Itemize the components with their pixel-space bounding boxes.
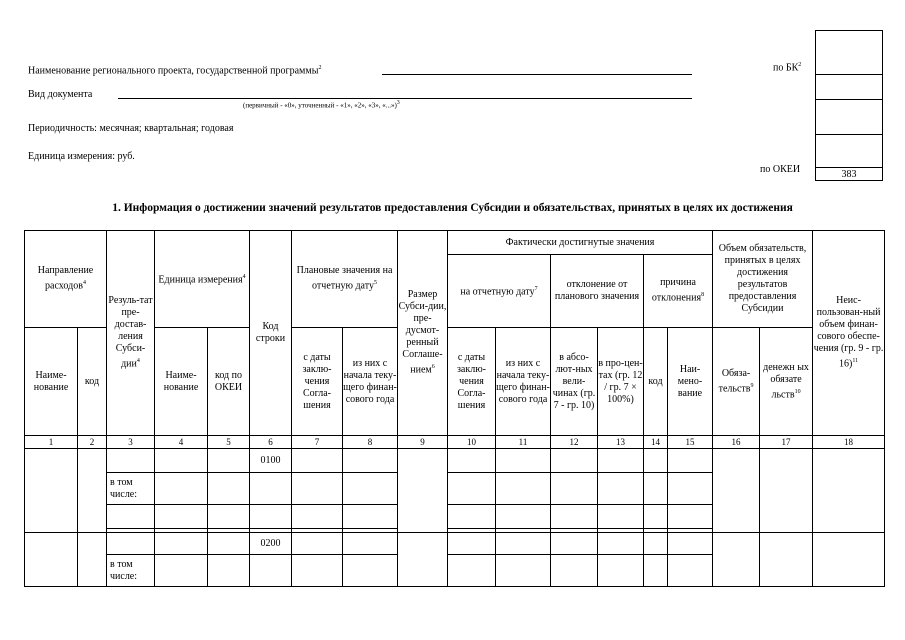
h-actual: Фактически достигнутые значения bbox=[448, 231, 713, 255]
bk-label bbox=[773, 62, 801, 73]
cell[interactable] bbox=[496, 473, 551, 505]
cell[interactable] bbox=[598, 533, 644, 555]
cell-result[interactable] bbox=[107, 533, 155, 555]
cell[interactable] bbox=[496, 505, 551, 529]
cell-unit-name[interactable] bbox=[155, 533, 208, 555]
cell[interactable] bbox=[668, 449, 713, 473]
cell-money[interactable] bbox=[760, 449, 813, 533]
col-num: 11 bbox=[496, 436, 551, 449]
col-num: 7 bbox=[292, 436, 343, 449]
sub-unit-name: Наиме-нование bbox=[155, 328, 208, 436]
cell[interactable] bbox=[343, 473, 398, 505]
cell[interactable] bbox=[496, 555, 551, 587]
h-reason-sup: 8 bbox=[701, 292, 705, 299]
table-row bbox=[25, 533, 885, 555]
sub-okei: код по ОКЕИ bbox=[208, 328, 250, 436]
cell[interactable] bbox=[668, 555, 713, 587]
col-num: 8 bbox=[343, 436, 398, 449]
col-num: 13 bbox=[598, 436, 644, 449]
h-deviation: отклонение от планового значения bbox=[551, 255, 644, 328]
cell-obl[interactable] bbox=[713, 449, 760, 533]
code-cell-period[interactable] bbox=[816, 135, 883, 168]
cell[interactable] bbox=[668, 505, 713, 529]
h-code: Код строки bbox=[250, 231, 292, 436]
sub-reason-name: Наи-мено-вание bbox=[668, 328, 713, 436]
cell-money[interactable] bbox=[760, 533, 813, 587]
h-unit bbox=[155, 231, 250, 328]
col-num: 2 bbox=[78, 436, 107, 449]
sub-obl-sup: 9 bbox=[750, 382, 754, 389]
section-title bbox=[0, 202, 905, 214]
cell[interactable] bbox=[343, 533, 398, 555]
col-num: 14 bbox=[644, 436, 668, 449]
cell[interactable] bbox=[496, 449, 551, 473]
cell[interactable] bbox=[292, 449, 343, 473]
cell[interactable] bbox=[292, 505, 343, 529]
cell[interactable] bbox=[343, 555, 398, 587]
cell[interactable] bbox=[644, 449, 668, 473]
h-plan bbox=[292, 231, 398, 328]
cell[interactable] bbox=[644, 505, 668, 529]
h-reason-text: причина отклонения bbox=[651, 277, 702, 304]
h-unused bbox=[813, 231, 885, 436]
okei-label: по ОКЕИ bbox=[760, 164, 801, 175]
doc-type-label: Вид документа bbox=[28, 89, 93, 100]
row-code-0100: 0100 bbox=[250, 449, 292, 473]
cell[interactable] bbox=[250, 505, 292, 529]
cell[interactable] bbox=[448, 473, 496, 505]
cell[interactable] bbox=[551, 533, 598, 555]
h-subsidy bbox=[398, 231, 448, 436]
sub-act-from-date: с даты заклю-чения Согла-шения bbox=[448, 328, 496, 436]
code-cell-bk[interactable] bbox=[816, 75, 883, 100]
cell[interactable] bbox=[155, 555, 208, 587]
col-num: 9 bbox=[398, 436, 448, 449]
sub-name: Наиме-нование bbox=[25, 328, 78, 436]
h-report-date-text: на отчетную дату bbox=[460, 286, 535, 298]
cell[interactable] bbox=[668, 533, 713, 555]
col-num: 5 bbox=[208, 436, 250, 449]
h-result-sup: 4 bbox=[136, 358, 140, 365]
h-subsidy-sup: 6 bbox=[431, 364, 435, 371]
cell[interactable] bbox=[551, 555, 598, 587]
sub-abs: в абсо-лют-ных вели-чинах (гр. 7 - гр. 10) bbox=[551, 328, 598, 436]
cell[interactable] bbox=[292, 555, 343, 587]
cell[interactable] bbox=[208, 505, 250, 529]
column-numbers-row bbox=[25, 436, 885, 449]
cell[interactable] bbox=[208, 555, 250, 587]
sub-obl bbox=[713, 328, 760, 436]
project-label bbox=[28, 65, 321, 76]
cell-unit-name[interactable] bbox=[155, 449, 208, 473]
unit-label: Единица измерения: руб. bbox=[28, 151, 135, 162]
col-num: 18 bbox=[813, 436, 885, 449]
col-num: 3 bbox=[107, 436, 155, 449]
sub-money-text: денежн ых обязате льств bbox=[763, 361, 809, 401]
cell-direction-name[interactable] bbox=[25, 533, 78, 587]
sub-plan-from-year: из них с начала теку-щего финан-сового года bbox=[343, 328, 398, 436]
doc-type-input-line[interactable] bbox=[118, 86, 692, 99]
h-result-text: Резуль-тат пре-достав-ления Субси-дии bbox=[108, 295, 153, 370]
h-subsidy-text: Размер Субси-дии, пре-дусмот-ренный Соглаше-нием bbox=[398, 289, 447, 376]
incl-label: в том числе: bbox=[107, 473, 155, 505]
col-num: 6 bbox=[250, 436, 292, 449]
sub-obl-text: Обяза-тельств bbox=[718, 367, 751, 395]
cell-direction-code[interactable] bbox=[78, 449, 107, 533]
cell[interactable] bbox=[448, 505, 496, 529]
okei-value: 383 bbox=[816, 168, 883, 181]
cell[interactable] bbox=[448, 533, 496, 555]
periodicity: Периодичность: месячная; квартальная; годовая bbox=[28, 123, 234, 134]
cell-obl[interactable] bbox=[713, 533, 760, 587]
cell[interactable] bbox=[292, 473, 343, 505]
cell-unused[interactable] bbox=[813, 533, 885, 587]
cell[interactable] bbox=[250, 473, 292, 505]
sub-act-from-year: из них с начала теку-щего финан-сового года bbox=[496, 328, 551, 436]
cell-direction-name[interactable] bbox=[25, 449, 78, 533]
cell[interactable] bbox=[155, 473, 208, 505]
cell[interactable] bbox=[598, 555, 644, 587]
sub-pct: в про-цен-тах (гр. 12 / гр. 7 × 100%) bbox=[598, 328, 644, 436]
results-table bbox=[24, 230, 885, 587]
cell[interactable] bbox=[496, 533, 551, 555]
code-cell-1[interactable] bbox=[816, 31, 883, 75]
cell[interactable] bbox=[343, 449, 398, 473]
h-direction bbox=[25, 231, 107, 328]
cell-unused[interactable] bbox=[813, 449, 885, 533]
project-sup: 2 bbox=[318, 65, 322, 71]
col-num: 12 bbox=[551, 436, 598, 449]
cell-okei[interactable] bbox=[208, 533, 250, 555]
cell[interactable] bbox=[250, 555, 292, 587]
cell[interactable] bbox=[598, 473, 644, 505]
project-label-text: Наименование регионального проекта, государственной программы bbox=[28, 65, 319, 77]
cell[interactable] bbox=[551, 505, 598, 529]
cell[interactable] bbox=[644, 555, 668, 587]
project-input-line[interactable] bbox=[382, 62, 692, 75]
cell[interactable] bbox=[448, 449, 496, 473]
cell[interactable] bbox=[343, 505, 398, 529]
cell[interactable] bbox=[107, 505, 155, 529]
incl-label: в том числе: bbox=[107, 555, 155, 587]
doc-type-hint bbox=[243, 100, 400, 109]
sub-code: код bbox=[78, 328, 107, 436]
h-direction-sup: 4 bbox=[82, 280, 86, 287]
cell[interactable] bbox=[155, 505, 208, 529]
sub-plan-from-date: с даты заклю-чения Согла-шения bbox=[292, 328, 343, 436]
cell[interactable] bbox=[208, 473, 250, 505]
h-unused-text: Неис-пользован-ный объем финан-сового обеспе-чения (гр. 9 - гр. 16) bbox=[813, 295, 884, 370]
col-num: 15 bbox=[668, 436, 713, 449]
sub-money-sup: 10 bbox=[794, 388, 801, 395]
doc-type-hint-sup: 3 bbox=[396, 100, 400, 106]
cell-subsidy[interactable] bbox=[398, 449, 448, 533]
bk-label-text: по БК bbox=[773, 62, 799, 74]
col-num: 17 bbox=[760, 436, 813, 449]
cell[interactable] bbox=[598, 449, 644, 473]
cell[interactable] bbox=[551, 449, 598, 473]
cell[interactable] bbox=[598, 505, 644, 529]
col-num: 10 bbox=[448, 436, 496, 449]
h-plan-sup: 5 bbox=[373, 280, 377, 287]
cell[interactable] bbox=[644, 533, 668, 555]
cell[interactable] bbox=[448, 555, 496, 587]
cell-subsidy[interactable] bbox=[398, 533, 448, 587]
h-unused-sup: 11 bbox=[852, 358, 859, 365]
h-reason bbox=[644, 255, 713, 328]
row-code-0200: 0200 bbox=[250, 533, 292, 555]
sub-reason-code: код bbox=[644, 328, 668, 436]
h-result bbox=[107, 231, 155, 436]
cell[interactable] bbox=[644, 473, 668, 505]
col-num: 4 bbox=[155, 436, 208, 449]
col-num: 1 bbox=[25, 436, 78, 449]
h-report-date bbox=[448, 255, 551, 328]
cell[interactable] bbox=[668, 473, 713, 505]
table-row bbox=[25, 449, 885, 473]
sub-money bbox=[760, 328, 813, 436]
cell[interactable] bbox=[292, 533, 343, 555]
bk-sup: 2 bbox=[798, 62, 802, 68]
h-unit-text: Единица измерения bbox=[158, 274, 243, 286]
codes-box bbox=[815, 30, 883, 181]
h-report-date-sup: 7 bbox=[534, 286, 538, 293]
h-obligations: Объем обязательств, принятых в целях достижения результатов предоставления Субсидии bbox=[713, 231, 813, 328]
h-plan-text: Плановые значения на отчетную дату bbox=[296, 265, 393, 292]
code-cell-doctype[interactable] bbox=[816, 100, 883, 135]
doc-type-hint-text: (первичный - «0», уточненный - «1», «2», «3», «...») bbox=[243, 101, 397, 110]
section-title-text: 1. Информация о достижении значений результатов предоставления Субсидии и обязательствах, принятых в целях их достижения bbox=[112, 202, 793, 214]
cell-direction-code[interactable] bbox=[78, 533, 107, 587]
h-unit-sup: 4 bbox=[242, 274, 246, 281]
cell-okei[interactable] bbox=[208, 449, 250, 473]
cell[interactable] bbox=[551, 473, 598, 505]
h-direction-text: Направление расходов bbox=[37, 265, 94, 292]
col-num: 16 bbox=[713, 436, 760, 449]
cell-result[interactable] bbox=[107, 449, 155, 473]
